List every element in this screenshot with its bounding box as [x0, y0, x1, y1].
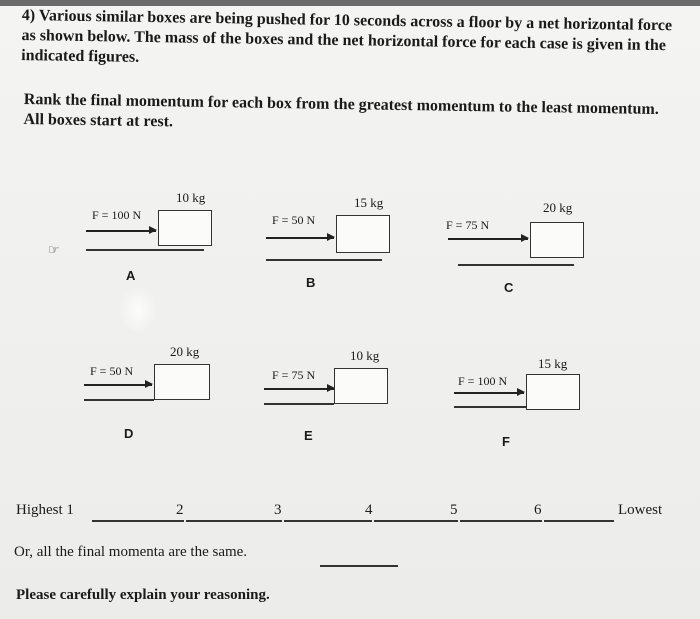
floor-line: [264, 403, 334, 405]
force-label: F = 75 N: [272, 368, 316, 382]
rank-number-4: 4: [365, 502, 373, 518]
force-arrow: [448, 238, 528, 240]
rank-number-6: 6: [534, 502, 542, 518]
box: [154, 364, 210, 400]
rank-number-2: 2: [176, 502, 184, 518]
force-arrow: [86, 230, 156, 232]
mass-label: 10 kg: [176, 190, 206, 205]
top-edge: [0, 0, 700, 6]
mass-label: 20 kg: [170, 344, 200, 359]
rank-number-5: 5: [450, 502, 458, 518]
floor-line: [458, 264, 574, 266]
lowest-label: Lowest: [618, 502, 663, 518]
ranking-row: [14, 502, 694, 528]
force-arrow: [264, 388, 334, 390]
pointing-hand-icon: ☞: [48, 243, 60, 258]
question-instruction: Rank the final momentum for each box from the greatest momentum to the least momentum. All boxes start at rest.: [23, 90, 659, 131]
mass-label: 15 kg: [354, 195, 384, 210]
diagram-letter: E: [304, 428, 313, 443]
rank-blank-6[interactable]: [544, 520, 614, 522]
force-label: F = 50 N: [90, 364, 134, 378]
rank-blank-3[interactable]: [284, 520, 372, 522]
explain-prompt: Please carefully explain your reasoning.: [16, 587, 270, 603]
force-label: F = 75 N: [446, 218, 490, 232]
diagram-letter: D: [124, 426, 134, 441]
floor-line: [86, 249, 204, 251]
force-arrow: [266, 237, 334, 239]
box: [526, 374, 580, 410]
rank-blank-1[interactable]: [92, 520, 184, 522]
diagram-f: [454, 356, 594, 456]
diagram-letter: A: [126, 268, 136, 283]
diagram-letter: F: [502, 434, 510, 449]
box: [336, 215, 390, 253]
question-header: 4) Various similar boxes are being pushed for 10 seconds across a floor by a net horizontal force as shown below. The mass of the boxes and the net horizontal force for each case is given in the indicated figures.: [21, 6, 673, 66]
diagram-letter: C: [504, 280, 514, 295]
diagram-a: [86, 190, 226, 290]
mass-label: 10 kg: [350, 348, 380, 363]
force-label: F = 50 N: [272, 213, 316, 227]
box: [530, 222, 584, 258]
floor-line: [454, 406, 526, 408]
force-label: F = 100 N: [92, 208, 142, 222]
diagram-c: [444, 200, 594, 300]
force-arrow: [454, 392, 524, 394]
box: [334, 368, 388, 404]
mass-label: 20 kg: [543, 200, 573, 215]
diagram-d: [84, 344, 224, 444]
photo-glare: [118, 285, 158, 335]
all-same-blank[interactable]: [320, 565, 398, 567]
diagram-e: [264, 348, 404, 448]
rank-blank-5[interactable]: [460, 520, 542, 522]
diagram-letter: B: [306, 275, 316, 290]
floor-line: [266, 259, 382, 261]
force-label: F = 100 N: [458, 374, 508, 388]
diagram-b: [266, 195, 406, 295]
box: [158, 210, 212, 246]
rank-blank-4[interactable]: [374, 520, 458, 522]
mass-label: 15 kg: [538, 356, 568, 371]
rank-number-3: 3: [274, 502, 282, 518]
rank-blank-2[interactable]: [186, 520, 282, 522]
all-same-option: Or, all the final momenta are the same.: [14, 544, 248, 560]
highest-label: Highest 1: [16, 502, 74, 518]
floor-line: [84, 399, 154, 401]
force-arrow: [84, 384, 152, 386]
